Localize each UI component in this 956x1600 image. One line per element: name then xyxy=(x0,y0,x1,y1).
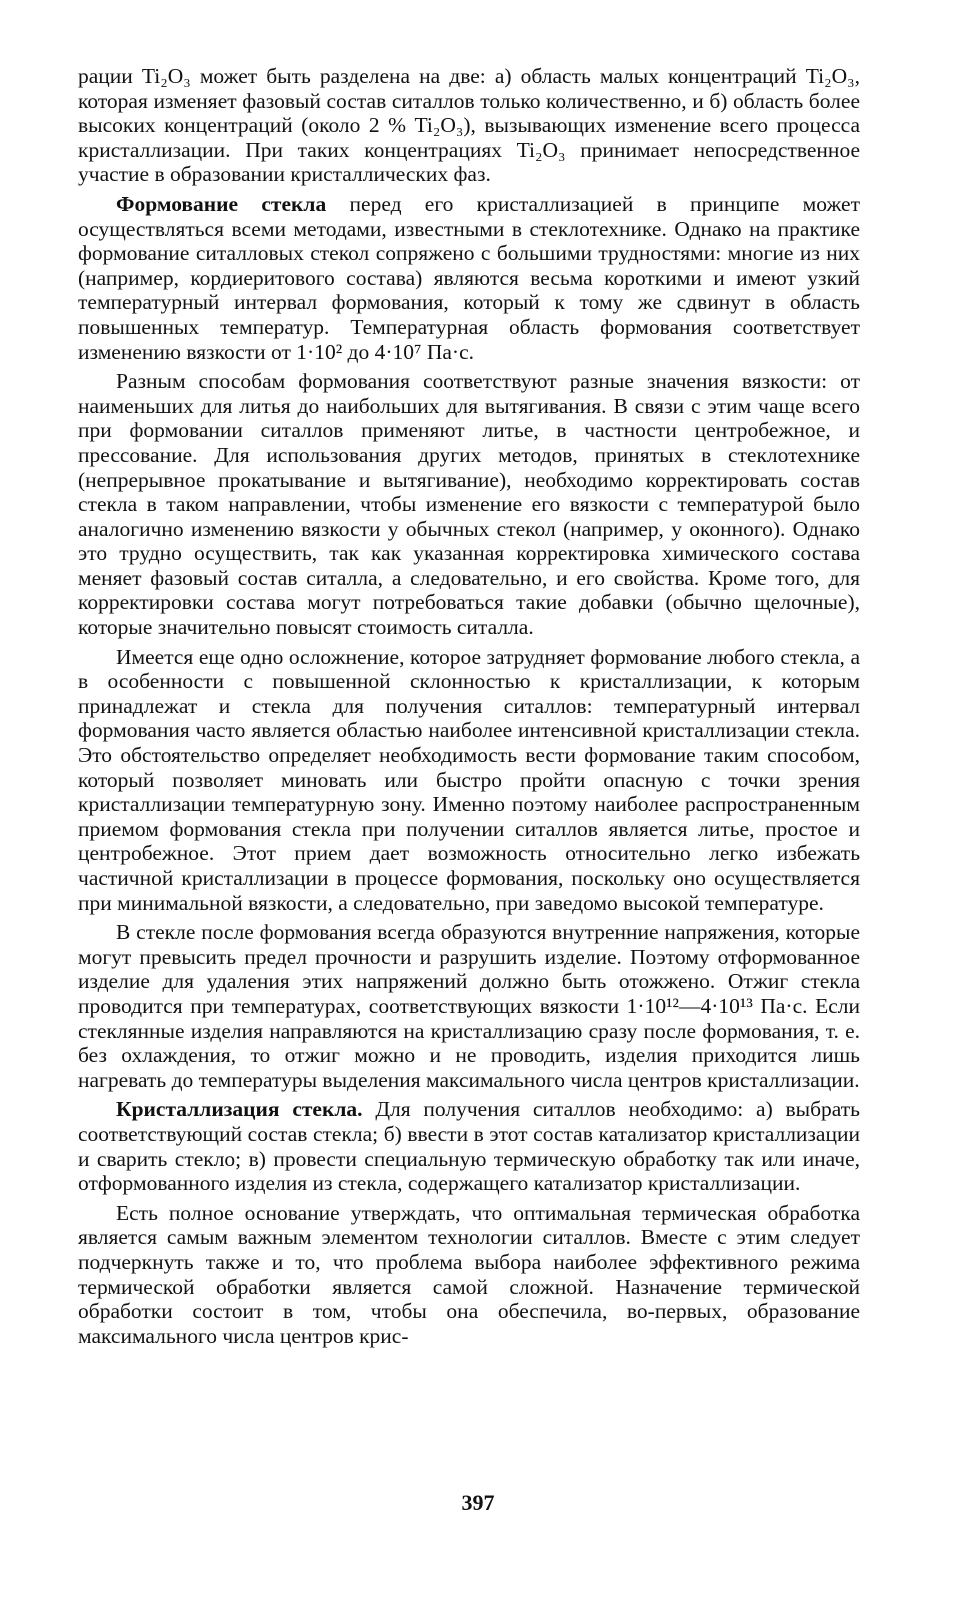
paragraph-2-text: перед его кристаллизацией в принципе может осуществляться всеми методами, известными в стеклотехнике. Однако на практике формование ситалловых стекол сопряжено с большими трудностями: многие из них (например, кордиеритового состава) являются весьма короткими и имеют узкий температурный интервал формования, который к тому же сдвинут в область повышенных температур. Температурная область формования соответствует изменению вязкости от 1·10² до 4·10⁷ Па·с. xyxy=(78,191,860,364)
page-number: 397 xyxy=(461,1490,495,1515)
paragraph-7 xyxy=(78,1201,860,1349)
paragraph-6 xyxy=(78,1097,860,1195)
paragraph-5 xyxy=(78,920,860,1092)
paragraph-3-text: Разным способам формования соответствуют разные значения вязкости: от наименьших для литья до наибольших для вытягивания. В связи с этим чаще всего при формовании ситаллов применяют литье, в частности центробежное, и прессование. Для использования других методов, принятых в стеклотехнике (непрерывное прокатывание и вытягивание), необходимо корректировать состав стекла в таком направлении, чтобы изменение его вязкости с температурой было аналогично изменению вязкости у обычных стекол (например, у оконного). Однако это трудно осуществить, так как указанная корректировка химического состава меняет фазовый состав ситалла, а следовательно, и его свойства. Кроме того, для корректировки состава могут потребоваться такие добавки (обычно щелочные), которые значительно повысят стоимость ситалла. xyxy=(78,369,860,640)
paragraph-1 xyxy=(78,64,860,187)
paragraph-6-heading: Кристаллизация стекла. xyxy=(116,1097,363,1122)
paragraph-4 xyxy=(78,645,860,916)
paragraph-3 xyxy=(78,369,860,640)
paragraph-1-text: рации Ti₂O₃ может быть разделена на две: а) область малых концентраций Ti₂O₃, которая изменяет фазовый состав ситаллов только количественно, и б) область более высоких концентраций (около 2 % Ti₂O₃), вызывающих изменение всего процесса кристаллизации. При таких концентрациях Ti₂O₃ принимает непосредственное участие в образовании кристаллических фаз. xyxy=(78,64,860,187)
paragraph-4-text: Имеется еще одно осложнение, которое затрудняет формование любого стекла, а в особенности с повышенной склонностью к кристаллизации, к которым принадлежат и стекла для получения ситаллов: температурный интервал формования часто является областью наиболее интенсивной кристаллизации стекла. Это обстоятельство определяет необходимость вести формование таким способом, который позволяет миновать или быстро пройти опасную с точки зрения кристаллизации температурную зону. Именно поэтому наиболее распространенным приемом формования стекла при получении ситаллов является литье, простое и центробежное. Этот прием дает возможность относительно легко избежать частичной кристаллизации в процессе формования, поскольку оно осуществляется при минимальной вязкости, а следовательно, при заведомо высокой температуре. xyxy=(78,644,860,915)
paragraph-5-text: В стекле после формования всегда образуются внутренние напряжения, которые могут превысить предел прочности и разрушить изделие. Поэтому отформованное изделие для удаления этих напряжений должно быть отожжено. Отжиг стекла проводится при температурах, соответствующих вязкости 1·10¹²—4·10¹³ Па·с. Если стеклянные изделия направляются на кристаллизацию сразу после формования, т. е. без охлаждения, то отжиг можно и не проводить, изделия приходится лишь нагревать до температуры выделения максимального числа центров кристаллизации. xyxy=(78,920,860,1092)
page-body xyxy=(78,64,860,1348)
paragraph-6-text: Для получения ситаллов необходимо: а) выбрать соответствующий состав стекла; б) ввести в этот состав катализатор кристаллизации и сварить стекло; в) провести специальную термическую обработку так или иначе, отформованного изделия из стекла, содержащего катализатор кристаллизации. xyxy=(78,1097,860,1196)
paragraph-2 xyxy=(78,192,860,364)
paragraph-7-text: Есть полное основание утверждать, что оптимальная термическая обработка является самым важным элементом технологии ситаллов. Вместе с этим следует подчеркнуть также и то, что проблема выбора наиболее эффективного режима термической обработки является самой сложной. Назначение термической обработки состоит в том, чтобы она обеспечила, во-первых, образование максимального числа центров крис- xyxy=(78,1200,860,1348)
paragraph-2-heading: Формование стекла xyxy=(116,191,327,216)
